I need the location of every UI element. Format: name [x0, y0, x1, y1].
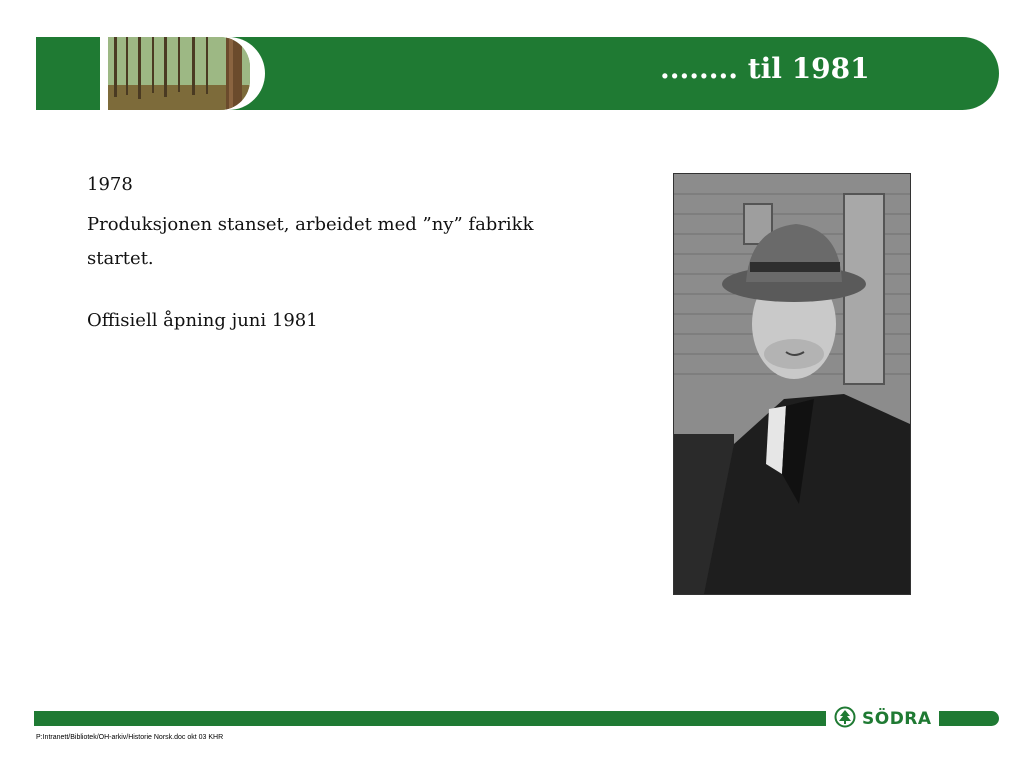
body-line-3: Offisiell åpning juni 1981	[87, 310, 318, 331]
logo-text: SÖDRA	[862, 708, 932, 729]
sodra-logo	[826, 703, 939, 734]
content-text-block	[87, 168, 537, 338]
body-line-2: startet.	[87, 248, 154, 269]
sodra-tree-icon	[834, 706, 856, 732]
forest-photo	[108, 37, 250, 110]
file-path-text: P:Intranett/Bibliotek/OH-arkiv/Historie Norsk.doc okt 03 KHR	[36, 734, 224, 741]
year-label: 1978	[87, 174, 133, 195]
page-title: ........ til 1981	[660, 52, 870, 85]
portrait-photo	[673, 173, 911, 595]
body-line-1: Produksjonen stanset, arbeidet med ”ny” fabrikk	[87, 214, 534, 235]
